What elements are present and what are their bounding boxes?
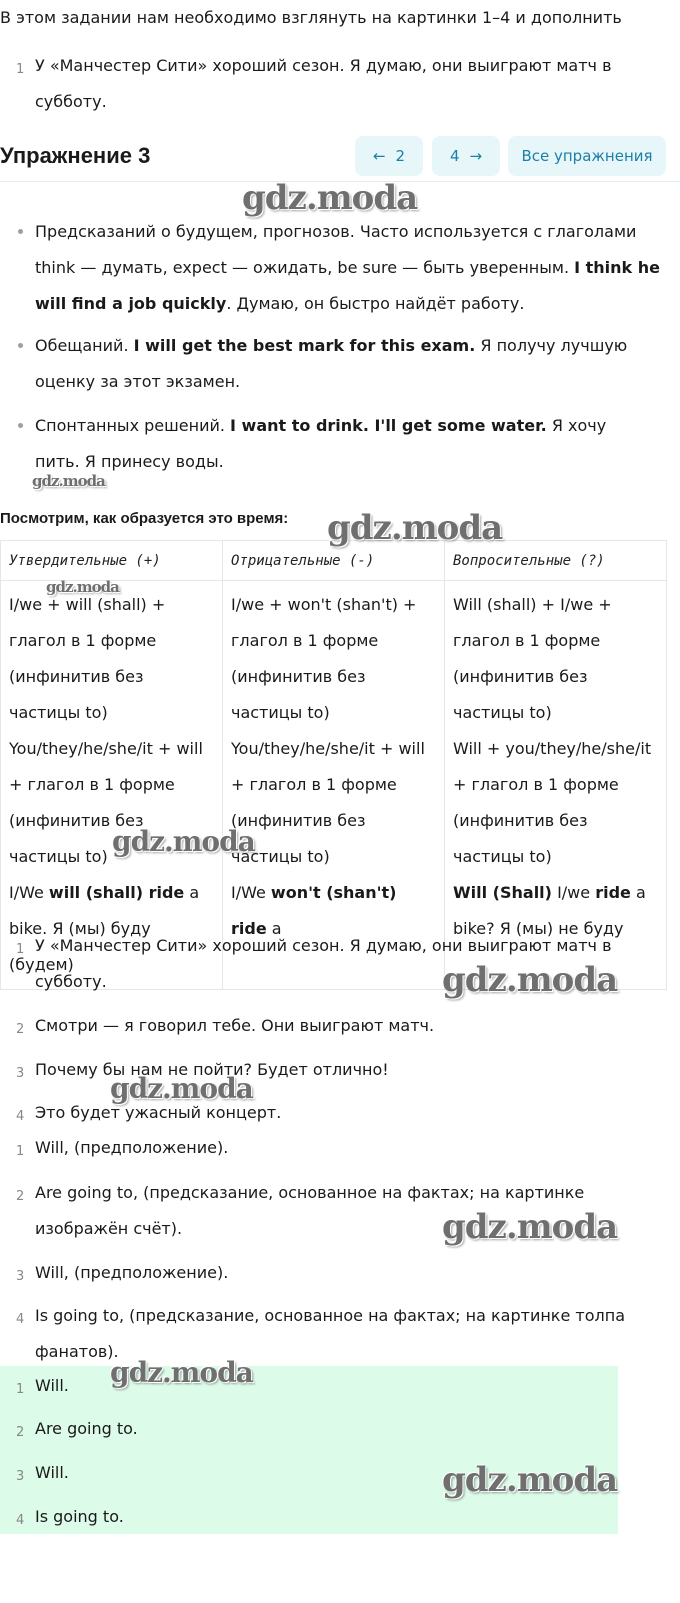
- item-number: 1: [16, 62, 25, 77]
- item-number: 3: [16, 1066, 25, 1081]
- bullet-text-plain: Спонтанных решений.: [35, 416, 231, 435]
- bullet-text-plain: Я получу лучшую оценку за этот экзамен.: [35, 336, 628, 391]
- table-header-cell: Отрицательные (-): [223, 541, 445, 581]
- item-number: 1: [16, 1144, 25, 1159]
- table-header-cell: Утвердительные (+): [1, 541, 223, 581]
- item-text: Почему бы нам не пойти? Будет отлично!: [35, 1060, 389, 1079]
- cell-text: a bike? Я (мы) не буду: [453, 883, 646, 938]
- bullet-text-plain: Обещаний.: [35, 336, 134, 355]
- watermark-logo: gdz.moda: [110, 1356, 253, 1389]
- cell-text-bold: ride: [595, 883, 631, 902]
- watermark-logo: gdz.moda: [442, 1460, 618, 1500]
- watermark-logo: gdz.moda: [32, 472, 105, 490]
- item-text: У «Манчестер Сити» хороший сезон. Я думаю, они выиграют матч в субботу.: [35, 936, 612, 991]
- cell-text: a: [266, 919, 282, 938]
- prev-exercise-button[interactable]: [355, 136, 423, 176]
- bullet-text-plain: . Думаю, он быстро найдёт работу.: [226, 294, 525, 313]
- cell-paragraph: You/they/he/she/it + will + глагол в 1 форме (инфинитив без частицы to): [231, 739, 425, 866]
- item-text: Will, (предположение).: [35, 1263, 229, 1282]
- all-exercises-label: Все упражнения: [521, 147, 653, 165]
- bullet-dot: [18, 343, 23, 348]
- item-text: Смотри — я говорил тебе. Они выиграют матч.: [35, 1016, 435, 1035]
- item-text: Are going to, (предсказание, основанное на фактах; на картинке изображён счёт).: [35, 1183, 585, 1238]
- cell-paragraph: I/we + won't (shan't) + глагол в 1 форме (инфинитив без частицы to): [231, 595, 417, 722]
- item-number: 3: [16, 1269, 25, 1284]
- item-text: У «Манчестер Сити» хороший сезон. Я думаю, они выиграют матч в субботу.: [35, 56, 612, 111]
- watermark-logo: gdz.moda: [112, 825, 255, 858]
- item-number: 4: [16, 1312, 25, 1327]
- item-number: 3: [16, 1469, 25, 1484]
- item-number: 2: [16, 1425, 25, 1440]
- bullet-text: [35, 214, 665, 322]
- bullet-text-bold: I think he will find a job quickly: [35, 258, 660, 313]
- cell-text: I/we: [551, 883, 596, 902]
- next-exercise-button[interactable]: [432, 136, 500, 176]
- watermark-logo: gdz.moda: [442, 960, 618, 1000]
- cell-text-bold: Will (Shall): [453, 883, 552, 902]
- exercise-header: [0, 134, 680, 182]
- bullet-text-bold: I will get the best mark for this exam.: [133, 336, 476, 355]
- watermark-logo: gdz.moda: [327, 508, 503, 548]
- item-number: 2: [16, 1022, 25, 1037]
- item-text: Are going to.: [35, 1419, 138, 1438]
- item-text: Is going to, (предсказание, основанное на фактах; на картинке толпа фанатов).: [35, 1306, 625, 1361]
- answer-block: [0, 1366, 618, 1534]
- cell-paragraph: Will + you/they/he/she/it + глагол в 1 форме (инфинитив без частицы to): [453, 739, 652, 866]
- item-text: Will.: [35, 1376, 69, 1395]
- item-text: Это будет ужасный концерт.: [35, 1103, 282, 1122]
- cell-text-bold: will (shall) ride: [48, 883, 185, 902]
- watermark-logo: gdz.moda: [46, 578, 119, 596]
- bullet-text: [35, 328, 665, 400]
- page-title: Упражнение 3: [0, 143, 151, 168]
- item-text: Is going to.: [35, 1507, 124, 1526]
- watermark-logo: gdz.moda: [242, 178, 418, 218]
- prev-exercise-label: 2: [395, 147, 406, 165]
- bullet-text-plain: Я хочу пить. Я принесу воды.: [35, 416, 607, 471]
- item-number: 1: [16, 1382, 25, 1397]
- item-number: 4: [16, 1513, 25, 1528]
- bullet-dot: [18, 229, 23, 234]
- all-exercises-button[interactable]: [508, 136, 666, 176]
- arrow-right-icon: →: [469, 147, 483, 165]
- grammar-table: [0, 540, 667, 990]
- cell-paragraph: Will (shall) + I/we + глагол в 1 форме (инфинитив без частицы to): [453, 595, 612, 722]
- cell-text: I/We: [9, 883, 49, 902]
- cell-text: I/We: [231, 883, 271, 902]
- cell-text-bold: won't (shan't) ride: [231, 883, 397, 938]
- watermark-logo: gdz.moda: [442, 1207, 618, 1247]
- bullet-dot: [18, 423, 23, 428]
- item-number: 2: [16, 1189, 25, 1204]
- intro-text: В этом задании нам необходимо взглянуть на картинки 1–4 и дополнить: [0, 8, 622, 27]
- cell-text: a bike. Я (мы) буду (будем): [9, 883, 200, 974]
- item-number: 1: [16, 942, 25, 957]
- item-text: Will, (предположение).: [35, 1138, 229, 1157]
- cell-paragraph: You/they/he/she/it + will + глагол в 1 форме (инфинитив без частицы to): [9, 739, 203, 866]
- item-text: Will.: [35, 1463, 69, 1482]
- table-header-cell: Вопросительные (?): [445, 541, 667, 581]
- bullet-text: [35, 408, 625, 480]
- cell-paragraph: I/we + will (shall) + глагол в 1 форме (инфинитив без частицы to): [9, 595, 166, 722]
- bullet-text-bold: I want to drink. I'll get some water.: [230, 416, 547, 435]
- next-exercise-label: 4: [449, 147, 460, 165]
- table-heading: Посмотрим, как образуется это время:: [0, 510, 289, 527]
- arrow-left-icon: ←: [372, 147, 386, 165]
- bullet-text-plain: Предсказаний о будущем, прогнозов. Часто используется с глаголами think — думать, expect — ожидать, be sure — быть уверенным.: [35, 222, 637, 277]
- watermark-logo: gdz.moda: [110, 1072, 253, 1105]
- item-number: 4: [16, 1109, 25, 1124]
